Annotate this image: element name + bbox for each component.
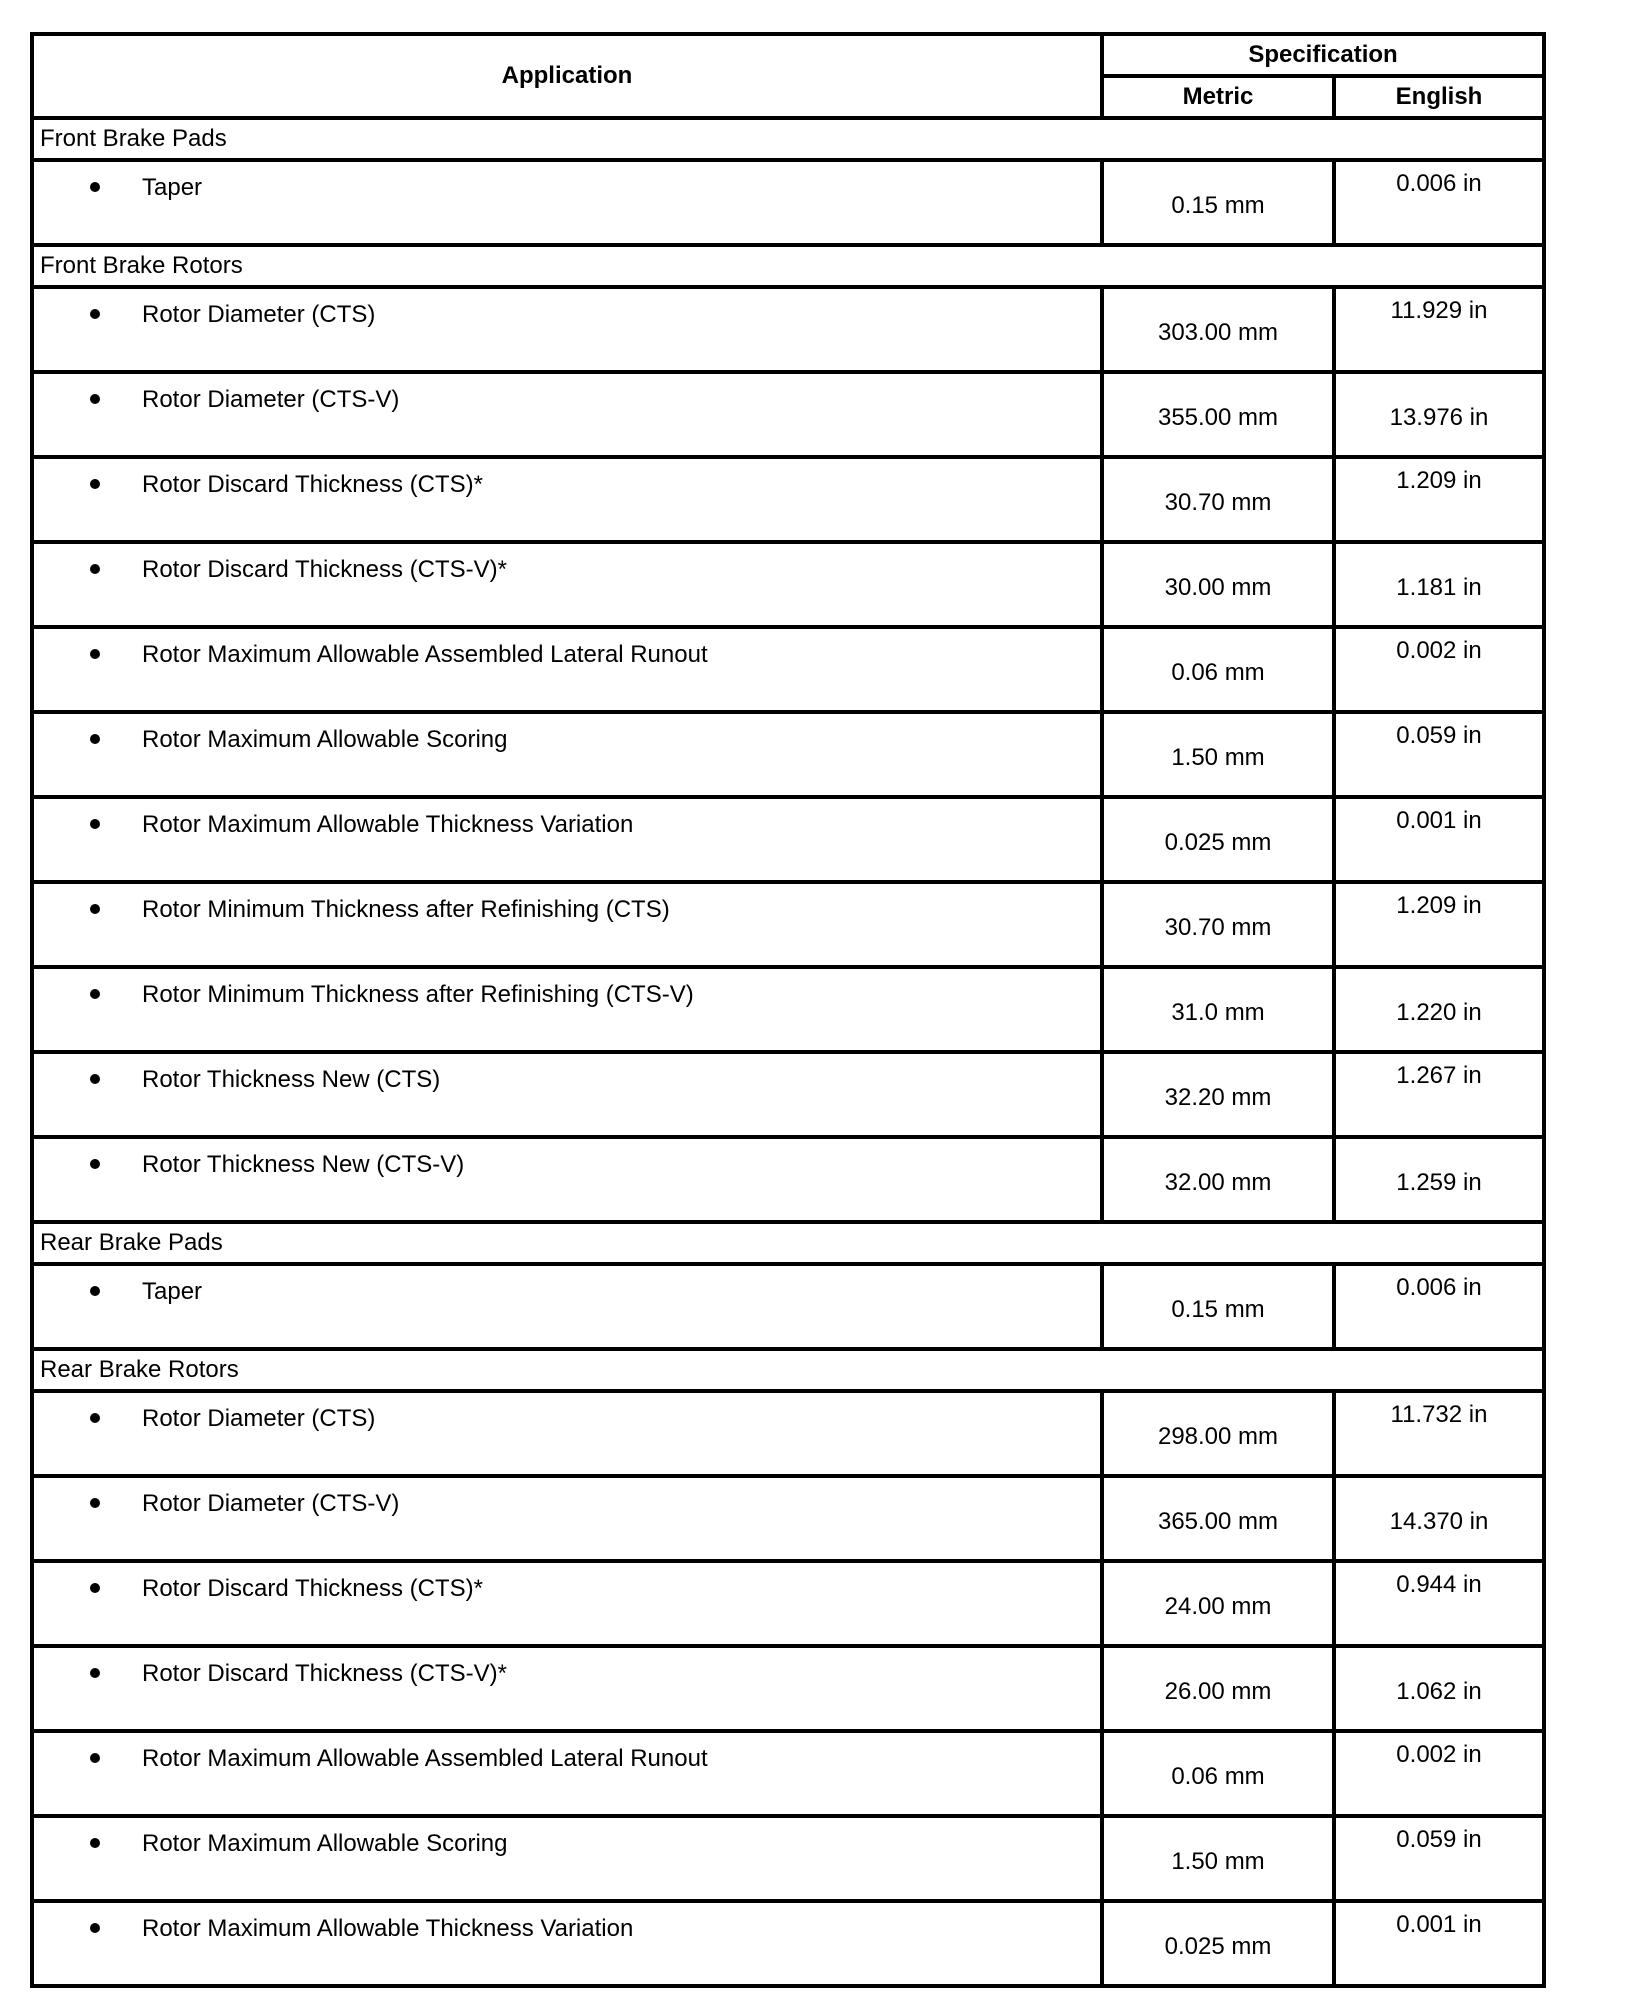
section-rear-brake-pads xyxy=(32,1222,1544,1349)
metric-value: 298.00 mm xyxy=(1102,1391,1334,1476)
english-value: 13.976 in xyxy=(1334,372,1544,457)
table-row xyxy=(32,1264,1544,1349)
table-row xyxy=(32,542,1544,627)
row-label: Rotor Minimum Thickness after Refinishing (CTS-V) xyxy=(142,981,694,1008)
application-cell xyxy=(32,1137,1102,1222)
metric-value: 0.025 mm xyxy=(1102,797,1334,882)
application-cell xyxy=(32,542,1102,627)
bullet-icon xyxy=(90,1838,100,1848)
english-value: 11.929 in xyxy=(1334,287,1544,372)
bullet-icon xyxy=(90,734,100,744)
metric-value: 26.00 mm xyxy=(1102,1646,1334,1731)
metric-value: 355.00 mm xyxy=(1102,372,1334,457)
bullet-icon xyxy=(90,1923,100,1933)
row-label: Rotor Maximum Allowable Scoring xyxy=(142,1830,508,1857)
english-value: 0.006 in xyxy=(1334,1264,1544,1349)
bullet-icon xyxy=(90,1159,100,1169)
bullet-icon xyxy=(90,1668,100,1678)
section-front-brake-pads xyxy=(32,118,1544,245)
specification-header: Specification xyxy=(1102,34,1544,76)
english-value: 0.059 in xyxy=(1334,1816,1544,1901)
application-cell xyxy=(32,1901,1102,1986)
section-title: Rear Brake Rotors xyxy=(32,1349,1544,1391)
row-label: Rotor Diameter (CTS-V) xyxy=(142,386,400,413)
row-label: Rotor Minimum Thickness after Refinishing (CTS) xyxy=(142,896,670,923)
table-row xyxy=(32,967,1544,1052)
english-value: 0.944 in xyxy=(1334,1561,1544,1646)
section-title: Rear Brake Pads xyxy=(32,1222,1544,1264)
table-row xyxy=(32,1137,1544,1222)
application-header: Application xyxy=(32,34,1102,118)
english-value: 1.267 in xyxy=(1334,1052,1544,1137)
bullet-icon xyxy=(90,904,100,914)
row-label: Rotor Thickness New (CTS-V) xyxy=(142,1151,465,1178)
section-rear-brake-rotors xyxy=(32,1349,1544,1986)
english-value: 0.001 in xyxy=(1334,797,1544,882)
row-label: Rotor Maximum Allowable Assembled Lateral Runout xyxy=(142,1745,708,1772)
application-cell xyxy=(32,1052,1102,1137)
bullet-icon xyxy=(90,1583,100,1593)
application-cell xyxy=(32,1391,1102,1476)
row-label: Rotor Maximum Allowable Thickness Variation xyxy=(142,811,634,838)
row-label: Rotor Discard Thickness (CTS-V)* xyxy=(142,556,507,583)
table-row xyxy=(32,882,1544,967)
table-row xyxy=(32,712,1544,797)
bullet-icon xyxy=(90,1286,100,1296)
metric-value: 0.15 mm xyxy=(1102,1264,1334,1349)
english-value: 1.181 in xyxy=(1334,542,1544,627)
application-cell xyxy=(32,1816,1102,1901)
application-cell xyxy=(32,797,1102,882)
section-title: Front Brake Rotors xyxy=(32,245,1544,287)
row-label: Rotor Diameter (CTS-V) xyxy=(142,1490,400,1517)
table-row xyxy=(32,372,1544,457)
metric-value: 0.06 mm xyxy=(1102,1731,1334,1816)
table-row xyxy=(32,1646,1544,1731)
row-label: Rotor Maximum Allowable Assembled Lateral Runout xyxy=(142,641,708,668)
english-value: 0.059 in xyxy=(1334,712,1544,797)
specification-table xyxy=(30,32,1546,1988)
table-row xyxy=(32,1561,1544,1646)
bullet-icon xyxy=(90,1753,100,1763)
application-cell xyxy=(32,882,1102,967)
bullet-icon xyxy=(90,1074,100,1084)
section-front-brake-rotors xyxy=(32,245,1544,1222)
row-label: Rotor Discard Thickness (CTS-V)* xyxy=(142,1660,507,1687)
bullet-icon xyxy=(90,1413,100,1423)
application-cell xyxy=(32,1264,1102,1349)
english-value: 11.732 in xyxy=(1334,1391,1544,1476)
english-value: 1.062 in xyxy=(1334,1646,1544,1731)
table-row xyxy=(32,627,1544,712)
bullet-icon xyxy=(90,479,100,489)
table-row xyxy=(32,797,1544,882)
table-row xyxy=(32,160,1544,245)
application-cell xyxy=(32,1476,1102,1561)
english-value: 1.220 in xyxy=(1334,967,1544,1052)
english-value: 14.370 in xyxy=(1334,1476,1544,1561)
table-row xyxy=(32,1816,1544,1901)
row-label: Rotor Discard Thickness (CTS)* xyxy=(142,1575,483,1602)
table-row xyxy=(32,1391,1544,1476)
metric-value: 31.0 mm xyxy=(1102,967,1334,1052)
english-value: 0.002 in xyxy=(1334,627,1544,712)
row-label: Taper xyxy=(142,1278,203,1305)
english-header: English xyxy=(1334,76,1544,118)
table-row xyxy=(32,1476,1544,1561)
bullet-icon xyxy=(90,182,100,192)
table-header xyxy=(32,34,1544,118)
row-label: Rotor Diameter (CTS) xyxy=(142,1405,376,1432)
application-cell xyxy=(32,627,1102,712)
table-row xyxy=(32,1901,1544,1986)
english-value: 1.259 in xyxy=(1334,1137,1544,1222)
section-title: Front Brake Pads xyxy=(32,118,1544,160)
metric-value: 1.50 mm xyxy=(1102,712,1334,797)
application-cell xyxy=(32,1561,1102,1646)
metric-value: 0.15 mm xyxy=(1102,160,1334,245)
english-value: 0.001 in xyxy=(1334,1901,1544,1986)
metric-value: 30.70 mm xyxy=(1102,882,1334,967)
application-cell xyxy=(32,1731,1102,1816)
english-value: 0.006 in xyxy=(1334,160,1544,245)
application-cell xyxy=(32,967,1102,1052)
metric-value: 30.70 mm xyxy=(1102,457,1334,542)
application-cell xyxy=(32,712,1102,797)
bullet-icon xyxy=(90,989,100,999)
bullet-icon xyxy=(90,819,100,829)
table-row xyxy=(32,287,1544,372)
application-cell xyxy=(32,372,1102,457)
metric-value: 32.20 mm xyxy=(1102,1052,1334,1137)
table-row xyxy=(32,1052,1544,1137)
metric-value: 0.06 mm xyxy=(1102,627,1334,712)
table-row xyxy=(32,457,1544,542)
metric-header: Metric xyxy=(1102,76,1334,118)
metric-value: 0.025 mm xyxy=(1102,1901,1334,1986)
english-value: 1.209 in xyxy=(1334,457,1544,542)
row-label: Rotor Discard Thickness (CTS)* xyxy=(142,471,483,498)
bullet-icon xyxy=(90,564,100,574)
bullet-icon xyxy=(90,1498,100,1508)
metric-value: 365.00 mm xyxy=(1102,1476,1334,1561)
row-label: Taper xyxy=(142,174,203,201)
application-cell xyxy=(32,457,1102,542)
metric-value: 32.00 mm xyxy=(1102,1137,1334,1222)
bullet-icon xyxy=(90,309,100,319)
english-value: 1.209 in xyxy=(1334,882,1544,967)
application-cell xyxy=(32,160,1102,245)
row-label: Rotor Maximum Allowable Thickness Variation xyxy=(142,1915,634,1942)
application-cell xyxy=(32,287,1102,372)
application-cell xyxy=(32,1646,1102,1731)
bullet-icon xyxy=(90,649,100,659)
english-value: 0.002 in xyxy=(1334,1731,1544,1816)
metric-value: 30.00 mm xyxy=(1102,542,1334,627)
metric-value: 1.50 mm xyxy=(1102,1816,1334,1901)
row-label: Rotor Diameter (CTS) xyxy=(142,301,376,328)
metric-value: 24.00 mm xyxy=(1102,1561,1334,1646)
table-row xyxy=(32,1731,1544,1816)
row-label: Rotor Maximum Allowable Scoring xyxy=(142,726,508,753)
row-label: Rotor Thickness New (CTS) xyxy=(142,1066,441,1093)
bullet-icon xyxy=(90,394,100,404)
metric-value: 303.00 mm xyxy=(1102,287,1334,372)
